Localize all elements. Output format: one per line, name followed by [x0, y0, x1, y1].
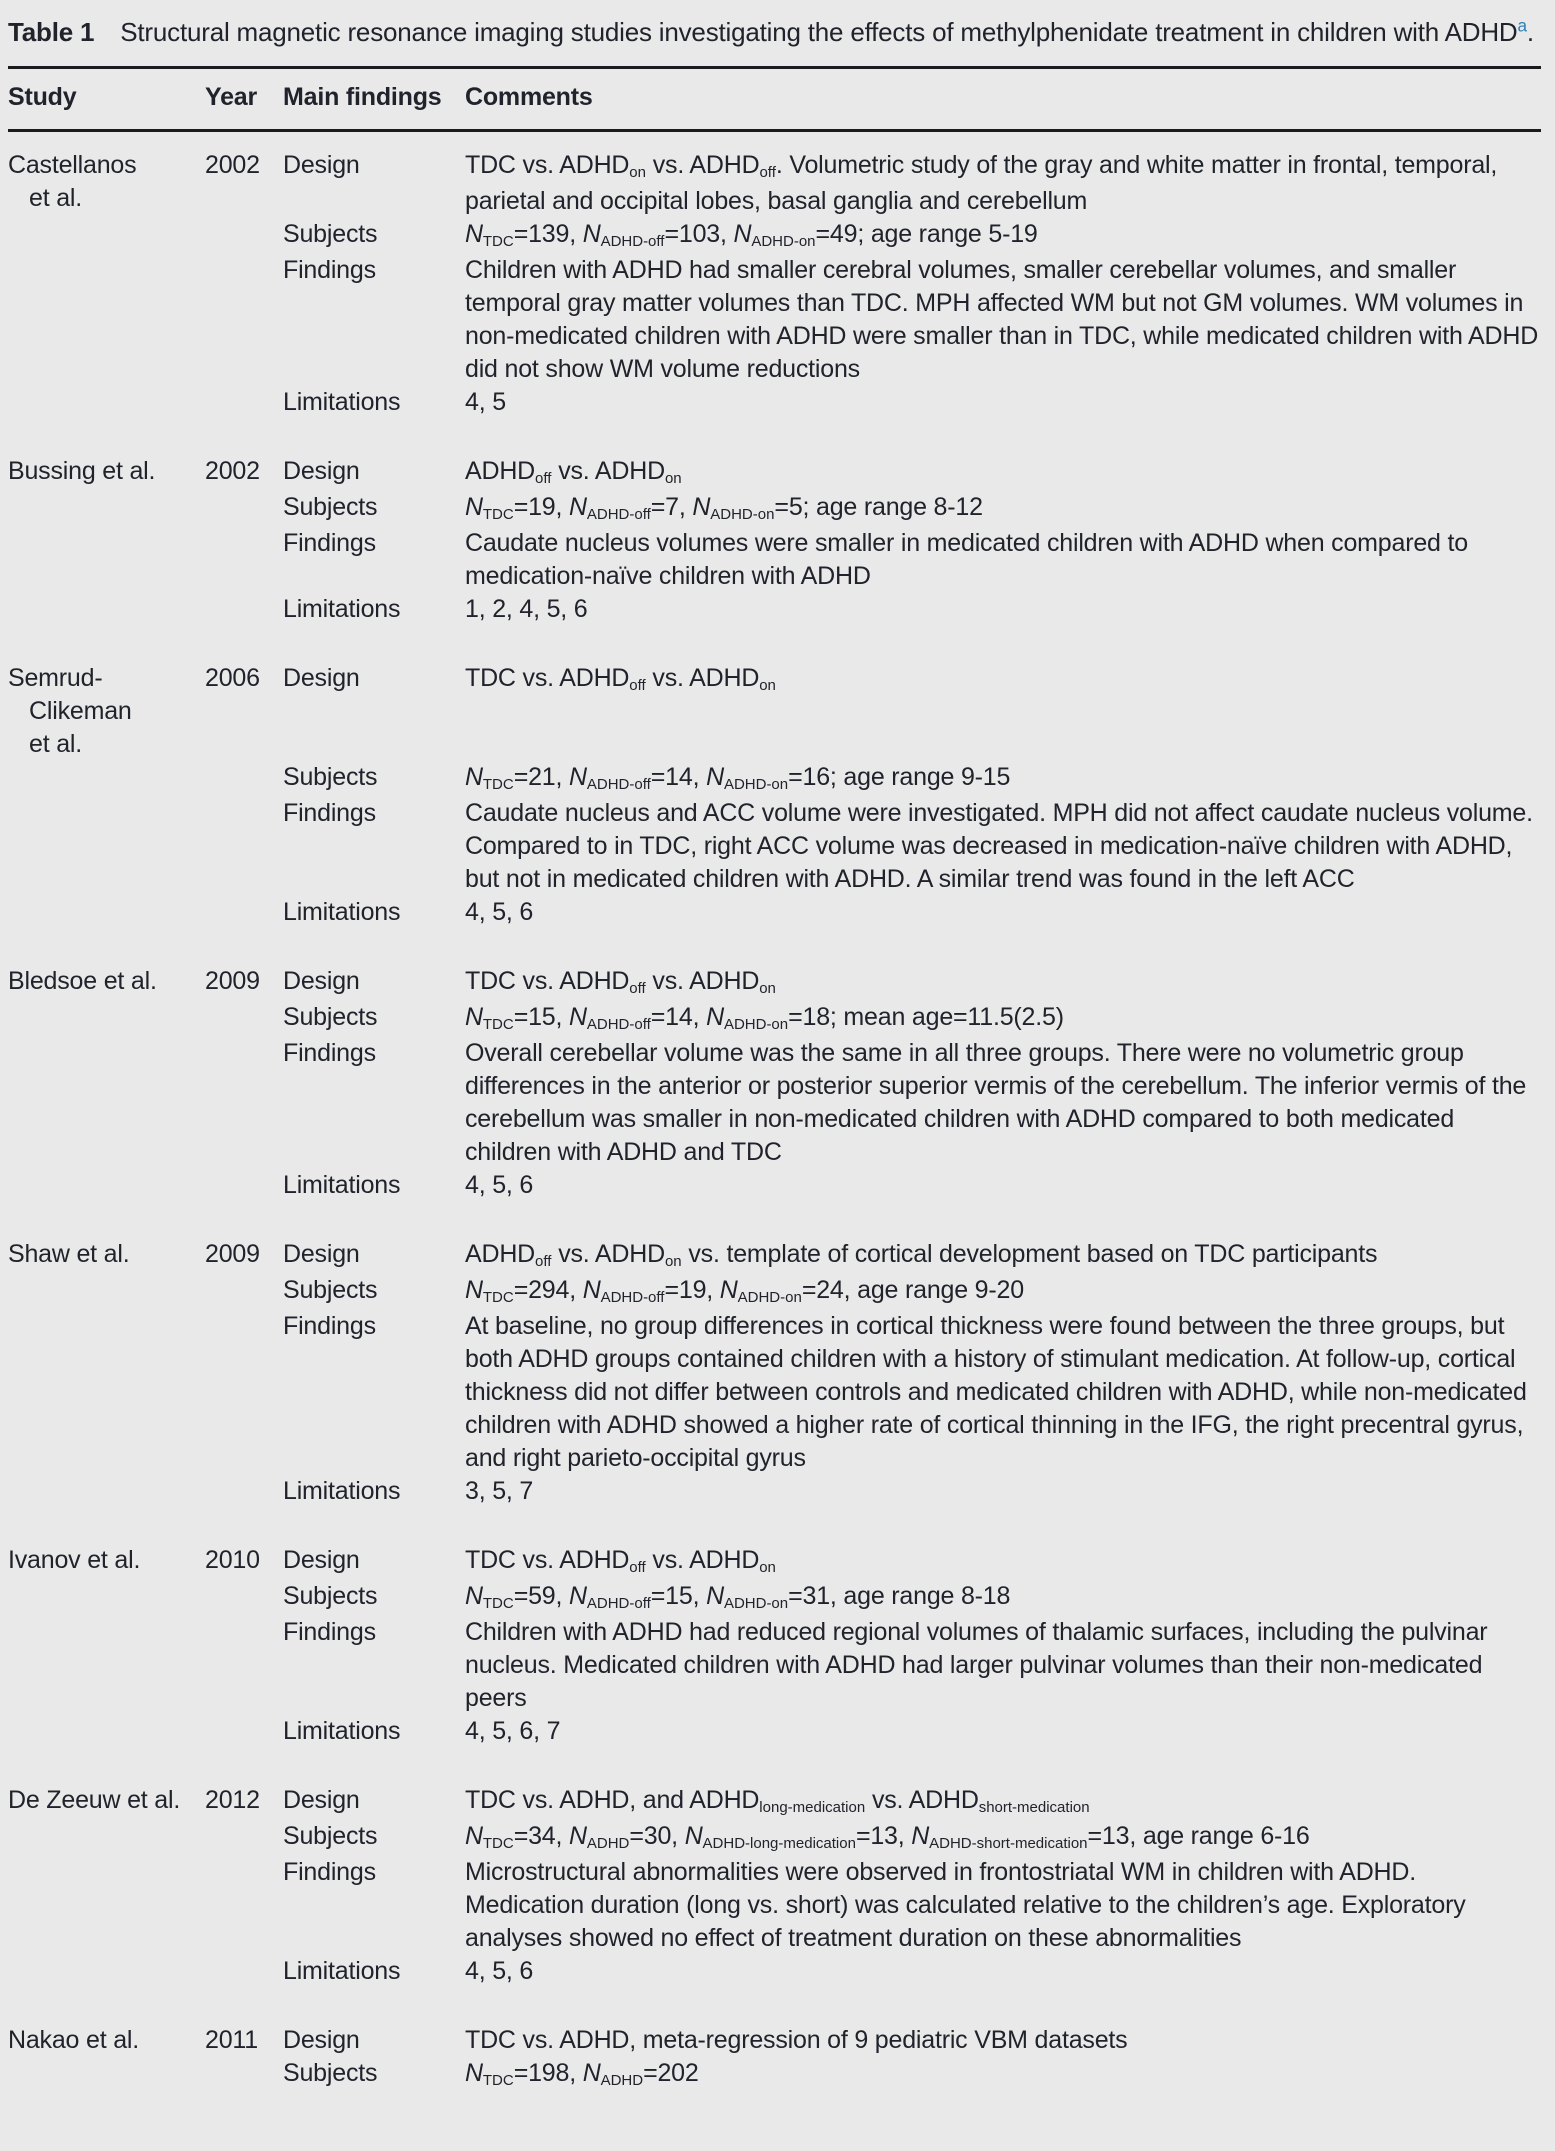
finding-row [8, 797, 1541, 896]
finding-text: $N_{TDC}=59$, $N_{ADHD-off}=15$, $N_{ADHD-on}=31$, age range 8-18 [465, 1582, 1011, 1613]
study-year [205, 527, 283, 593]
finding-text: 1, 2, 4, 5, 6 [465, 595, 588, 623]
finding-row [8, 2057, 1541, 2093]
table-caption-label: Table 1 [8, 17, 95, 47]
study-block [8, 965, 1541, 1202]
study-name [8, 1580, 205, 1616]
study-year [205, 1169, 283, 1202]
study-year [205, 218, 283, 254]
finding-label: Limitations [283, 1171, 401, 1199]
study-block [8, 149, 1541, 419]
finding-text: 4, 5, 6 [465, 1171, 534, 1199]
study-name [8, 1784, 205, 1820]
finding-text: Caudate nucleus and ACC volume were investigated. MPH did not affect caudate nucleus volume. Compared to in TDC, right ACC volume was decreased in medication-naïve children with ADHD, but not in medicated children with ADHD. A similar trend was found in the left ACC [465, 799, 1533, 893]
caption-period: . [1526, 17, 1534, 47]
study-block [8, 662, 1541, 929]
finding-text: Microstructural abnormalities were observed in frontostriatal WM in children with ADHD. Medication duration (long vs. short) was calculated relative to the children’s age. Exploratory analyses showed no effect of treatment duration on these abnormalities [465, 1858, 1466, 1952]
study-name [8, 1820, 205, 1856]
study-name-line: Ivanov et al. [8, 1546, 141, 1574]
finding-row [8, 896, 1541, 929]
study-year: 2012 [205, 1786, 260, 1814]
finding-text: TDC vs. $ADHD_{off}$ vs. $ADHD_{on}$ [465, 664, 776, 695]
study-year: 2010 [205, 1546, 260, 1574]
finding-text: TDC vs. ADHD, and $ADHD_{long-medication}$ vs. $ADHD_{short-medication}$ [465, 1786, 1090, 1817]
finding-label: Design [283, 1240, 360, 1268]
study-block [8, 2024, 1541, 2093]
study-name-line: Semrud- [8, 664, 103, 692]
column-header-main-findings: Main findings [283, 83, 442, 111]
study-year [205, 593, 283, 626]
finding-text: $N_{TDC}=19$, $N_{ADHD-off}=7$, $N_{ADHD-on}=5$; age range 8-12 [465, 493, 983, 524]
finding-label: Limitations [283, 898, 401, 926]
study-name-line: De Zeeuw et al. [8, 1786, 181, 1814]
study-name [8, 593, 205, 626]
table-caption [8, 14, 1536, 51]
table-body [8, 132, 1541, 2093]
finding-row [8, 1955, 1541, 1988]
finding-label: Limitations [283, 1957, 401, 1985]
finding-row [8, 1544, 1541, 1580]
study-name [8, 1955, 205, 1988]
study-name [8, 896, 205, 929]
finding-label: Subjects [283, 493, 378, 521]
finding-text: $N_{TDC}=15$, $N_{ADHD-off}=14$, $N_{ADHD-on}=18$; mean age=11.5(2.5) [465, 1003, 1064, 1034]
finding-text: Children with ADHD had smaller cerebral volumes, smaller cerebellar volumes, and smaller temporal gray matter volumes than TDC. MPH affected WM but not GM volumes. WM volumes in non-medicated children with ADHD were smaller than in TDC, while medicated children with ADHD did not show WM volume reductions [465, 256, 1539, 383]
study-year [205, 254, 283, 386]
finding-label: Subjects [283, 220, 378, 248]
finding-text: Caudate nucleus volumes were smaller in medicated children with ADHD when compared to medication-naïve children with ADHD [465, 529, 1468, 590]
study-name [8, 1544, 205, 1580]
finding-text: TDC vs. $ADHD_{off}$ vs. $ADHD_{on}$ [465, 1546, 776, 1577]
finding-label: Limitations [283, 595, 401, 623]
study-block [8, 455, 1541, 626]
study-name [8, 1616, 205, 1715]
study-name [8, 2024, 205, 2057]
study-year [205, 797, 283, 896]
finding-text: 4, 5, 6, 7 [465, 1717, 561, 1745]
study-name [8, 1715, 205, 1748]
finding-label: Limitations [283, 1717, 401, 1745]
finding-label: Findings [283, 1618, 376, 1646]
finding-row [8, 527, 1541, 593]
study-year [205, 761, 283, 797]
study-name [8, 1274, 205, 1310]
finding-label: Subjects [283, 1003, 378, 1031]
finding-text: 4, 5, 6 [465, 1957, 534, 1985]
finding-text: 4, 5, 6 [465, 898, 534, 926]
study-name [8, 149, 205, 218]
finding-label: Subjects [283, 1276, 378, 1304]
finding-label: Subjects [283, 1822, 378, 1850]
study-year [205, 1274, 283, 1310]
finding-text: Overall cerebellar volume was the same in all three groups. There were no volumetric group differences in the anterior or posterior superior vermis of the cerebellum. The inferior vermis of the cerebellum was smaller in non-medicated children with ADHD compared to both medicated children with ADHD and TDC [465, 1039, 1527, 1166]
study-name-line: Bussing et al. [8, 457, 156, 485]
finding-label: Findings [283, 1039, 376, 1067]
study-name [8, 1475, 205, 1508]
study-year: 2002 [205, 457, 260, 485]
study-year [205, 1475, 283, 1508]
study-year: 2006 [205, 664, 260, 692]
finding-row [8, 2024, 1541, 2057]
finding-text: TDC vs. $ADHD_{off}$ vs. $ADHD_{on}$ [465, 967, 776, 998]
finding-row [8, 1715, 1541, 1748]
finding-label: Findings [283, 1858, 376, 1886]
finding-row [8, 1820, 1541, 1856]
finding-label: Design [283, 1786, 360, 1814]
finding-row [8, 1616, 1541, 1715]
study-block [8, 1238, 1541, 1508]
study-year [205, 1820, 283, 1856]
finding-row [8, 1475, 1541, 1508]
column-header-comments: Comments [465, 83, 593, 111]
finding-label: Design [283, 151, 360, 179]
study-name [8, 761, 205, 797]
finding-label: Subjects [283, 763, 378, 791]
study-name [8, 455, 205, 491]
finding-row [8, 1169, 1541, 1202]
column-header-year: Year [205, 83, 258, 111]
finding-label: Limitations [283, 388, 401, 416]
study-year [205, 1037, 283, 1169]
study-name [8, 254, 205, 386]
study-name [8, 1169, 205, 1202]
finding-row [8, 1580, 1541, 1616]
study-year [205, 1580, 283, 1616]
study-name [8, 1238, 205, 1274]
study-year [205, 1715, 283, 1748]
study-name-line: Clikeman [29, 697, 132, 725]
study-name [8, 1856, 205, 1955]
finding-text: TDC vs. $ADHD_{on}$ vs. $ADHD_{off}$. Volumetric study of the gray and white matter in frontal, temporal, parietal and occipital lobes, basal ganglia and cerebellum [465, 151, 1498, 215]
study-name-line: Shaw et al. [8, 1240, 130, 1268]
study-name-line: et al. [29, 730, 82, 758]
finding-label: Design [283, 457, 360, 485]
finding-row [8, 455, 1541, 491]
study-year [205, 1616, 283, 1715]
finding-row [8, 1310, 1541, 1475]
finding-row [8, 149, 1541, 218]
finding-text: At baseline, no group differences in cortical thickness were found between the three groups, but both ADHD groups contained children with a history of stimulant medication. At follow-up, cortical thickness did not differ between controls and medicated children with ADHD, while non-medicated children with ADHD showed a higher rate of cortical thinning in the IFG, the right precentral gyrus, and right parieto-occipital gyrus [465, 1312, 1527, 1472]
finding-text: $N_{TDC}=198$, $N_{ADHD}=202$ [465, 2059, 699, 2090]
study-name [8, 1037, 205, 1169]
study-name [8, 2057, 205, 2093]
column-header-study: Study [8, 83, 77, 111]
finding-row [8, 662, 1541, 761]
study-name [8, 797, 205, 896]
finding-row [8, 593, 1541, 626]
finding-text: $N_{TDC}=294$, $N_{ADHD-off}=19$, $N_{ADHD-on}=24$, age range 9-20 [465, 1276, 1024, 1307]
study-name [8, 662, 205, 761]
study-name-line: Castellanos [8, 151, 137, 179]
finding-label: Limitations [283, 1477, 401, 1505]
footnote-marker-a: a [1517, 15, 1527, 36]
finding-label: Design [283, 2026, 360, 2054]
study-year [205, 1955, 283, 1988]
study-name [8, 1310, 205, 1475]
study-year [205, 2057, 283, 2093]
finding-text: TDC vs. ADHD, meta-regression of 9 pediatric VBM datasets [465, 2026, 1128, 2054]
study-block [8, 1544, 1541, 1748]
table-caption-text: Structural magnetic resonance imaging studies investigating the effects of methylphenidate treatment in children with ADHD [120, 17, 1518, 47]
finding-text: $N_{TDC}=34$, $N_{ADHD}=30$, $N_{ADHD-long-medication}=13$, $N_{ADHD-short-medication}=13$, age range 6-16 [465, 1822, 1310, 1853]
finding-text: $ADHD_{off}$ vs. $ADHD_{on}$ vs. template of cortical development based on TDC participants [465, 1240, 1378, 1271]
study-year [205, 896, 283, 929]
finding-text: $N_{TDC}=139$, $N_{ADHD-off}=103$, $N_{ADHD-on}=49$; age range 5-19 [465, 220, 1038, 251]
finding-label: Design [283, 1546, 360, 1574]
finding-label: Findings [283, 256, 376, 284]
finding-text: $ADHD_{off}$ vs. $ADHD_{on}$ [465, 457, 682, 488]
studies-table [8, 66, 1541, 2093]
finding-row [8, 254, 1541, 386]
study-year: 2002 [205, 151, 260, 179]
finding-row [8, 761, 1541, 797]
finding-row [8, 218, 1541, 254]
study-year [205, 1001, 283, 1037]
study-year [205, 386, 283, 419]
study-name [8, 386, 205, 419]
finding-text: $N_{TDC}=21$, $N_{ADHD-off}=14$, $N_{ADHD-on}=16$; age range 9-15 [465, 763, 1011, 794]
finding-row [8, 1274, 1541, 1310]
study-year: 2009 [205, 967, 260, 995]
study-name [8, 218, 205, 254]
finding-row [8, 965, 1541, 1001]
finding-label: Findings [283, 1312, 376, 1340]
study-year [205, 491, 283, 527]
finding-label: Findings [283, 799, 376, 827]
study-name-line: Bledsoe et al. [8, 967, 157, 995]
study-year: 2011 [205, 2026, 258, 2054]
study-block [8, 1784, 1541, 1988]
study-name-line: et al. [29, 184, 82, 212]
finding-row [8, 491, 1541, 527]
study-name [8, 527, 205, 593]
finding-text: Children with ADHD had reduced regional volumes of thalamic surfaces, including the pulvinar nucleus. Medicated children with ADHD had larger pulvinar volumes than their non-medicated peers [465, 1618, 1488, 1712]
finding-row [8, 1856, 1541, 1955]
finding-row [8, 1001, 1541, 1037]
finding-label: Design [283, 664, 360, 692]
table-header-row [8, 69, 1541, 132]
finding-row [8, 386, 1541, 419]
study-name [8, 965, 205, 1001]
finding-row [8, 1037, 1541, 1169]
study-name-line: Nakao et al. [8, 2026, 140, 2054]
finding-text: 3, 5, 7 [465, 1477, 534, 1505]
finding-label: Subjects [283, 2059, 378, 2087]
finding-label: Findings [283, 529, 376, 557]
study-year [205, 1856, 283, 1955]
finding-text: 4, 5 [465, 388, 506, 416]
finding-label: Subjects [283, 1582, 378, 1610]
finding-row [8, 1238, 1541, 1274]
study-year: 2009 [205, 1240, 260, 1268]
study-name [8, 1001, 205, 1037]
study-year [205, 1310, 283, 1475]
study-name [8, 491, 205, 527]
finding-label: Design [283, 967, 360, 995]
finding-row [8, 1784, 1541, 1820]
